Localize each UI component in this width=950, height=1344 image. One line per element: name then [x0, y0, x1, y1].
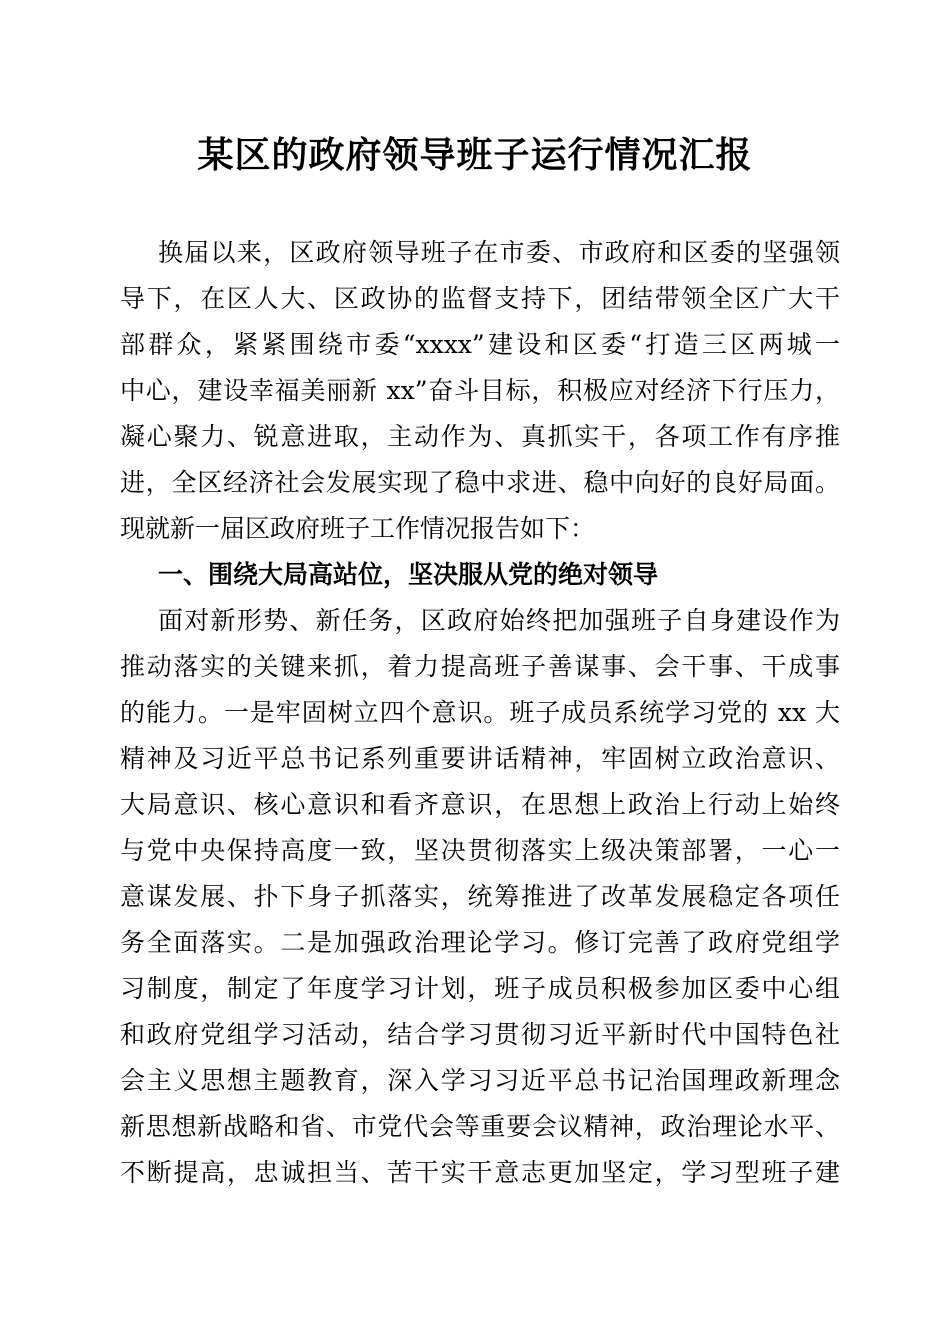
paragraph-line: 会主义思想主题教育，深入学习习近平总书记治国理政新理念: [120, 1066, 840, 1095]
paragraph-line: 务全面落实。二是加强政治理论学习。修订完善了政府党组学: [120, 928, 840, 957]
paragraph-line: 导下，在区人大、区政协的监督支持下，团结带领全区广大干: [120, 284, 840, 313]
paragraph-line: 进，全区经济社会发展实现了稳中求进、稳中向好的良好局面。: [120, 468, 840, 497]
paragraph-line: 大局意识、核心意识和看齐意识，在思想上政治上行动上始终: [120, 790, 840, 819]
paragraph-line: 的能力。一是牢固树立四个意识。班子成员系统学习党的 xx 大: [120, 698, 840, 727]
paragraph-line: 精神及习近平总书记系列重要讲话精神，牢固树立政治意识、: [120, 744, 840, 773]
paragraph-line: 新思想新战略和省、市党代会等重要会议精神，政治理论水平、: [120, 1112, 840, 1141]
paragraph-line: 凝心聚力、锐意进取，主动作为、真抓实干，各项工作有序推: [120, 422, 840, 451]
paragraph-line: 现就新一届区政府班子工作情况报告如下：: [120, 514, 596, 543]
paragraph-line: 推动落实的关键来抓，着力提高班子善谋事、会干事、干成事: [120, 652, 840, 681]
section-heading: 一、围绕大局高站位，坚决服从党的绝对领导: [158, 560, 659, 589]
paragraph-line: 意谋发展、扑下身子抓落实，统筹推进了改革发展稳定各项任: [120, 882, 840, 911]
paragraph-line: 与党中央保持高度一致，坚决贯彻落实上级决策部署，一心一: [120, 836, 840, 865]
paragraph-line: 不断提高，忠诚担当、苦干实干意志更加坚定，学习型班子建: [120, 1158, 840, 1187]
paragraph-line: 中心，建设幸福美丽新 xx”奋斗目标，积极应对经济下行压力，: [120, 376, 840, 405]
page-title: 某区的政府领导班子运行情况汇报: [197, 134, 753, 176]
paragraph-line: 习制度，制定了年度学习计划，班子成员积极参加区委中心组: [120, 974, 840, 1003]
paragraph-line: 部群众，紧紧围绕市委“xxxx”建设和区委“打造三区两城一: [120, 330, 840, 359]
paragraph-line: 面对新形势、新任务，区政府始终把加强班子自身建设作为: [158, 606, 840, 635]
paragraph-line: 和政府党组学习活动，结合学习贯彻习近平新时代中国特色社: [120, 1020, 840, 1049]
paragraph-line: 换届以来，区政府领导班子在市委、市政府和区委的坚强领: [158, 238, 840, 267]
